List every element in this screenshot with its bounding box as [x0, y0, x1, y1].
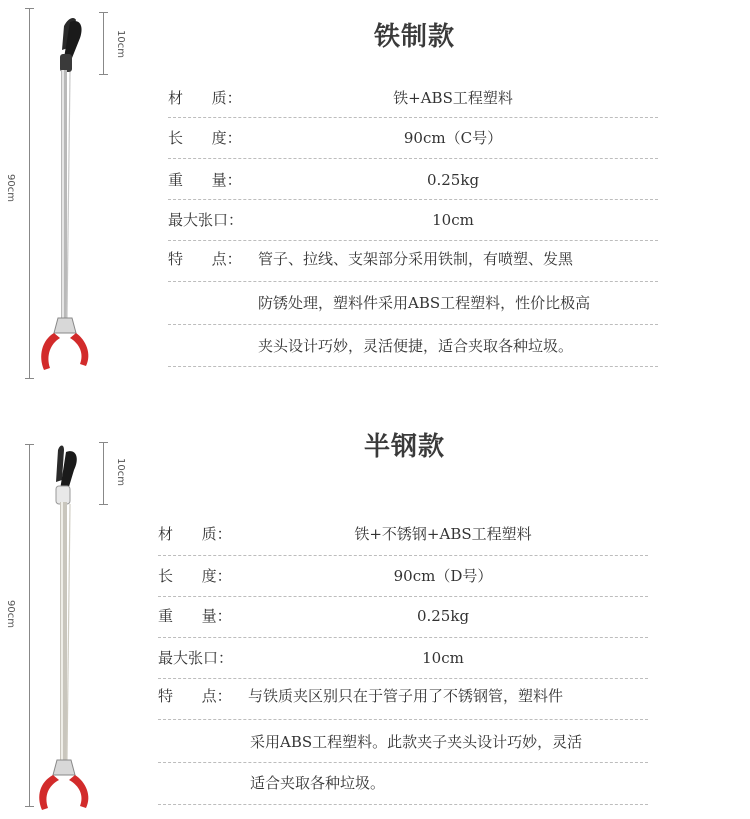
spec-row-weight — [168, 160, 658, 200]
spec-value: 10cm — [432, 211, 474, 229]
feature-line: 与铁质夹区别只在于管子用了不锈钢管，塑料件 — [248, 687, 564, 705]
feature-row — [168, 326, 658, 366]
spec-row-weight — [158, 596, 648, 636]
feature-line: 适合夹取各种垃圾。 — [250, 774, 386, 792]
divider — [168, 366, 658, 367]
grabber-tool-image — [24, 440, 94, 815]
spec-row-material — [158, 514, 648, 554]
spec-row-length — [158, 556, 648, 596]
spec-row-max-opening — [158, 638, 648, 678]
spec-label: 特 点： — [158, 687, 232, 705]
product-title: 半钢款 — [364, 432, 446, 462]
spec-label: 最大张口： — [158, 649, 234, 667]
dimension-10cm-label: 10cm — [115, 30, 126, 58]
spec-value: 90cm（C号） — [403, 129, 503, 147]
spec-label: 重 量： — [168, 171, 242, 189]
divider — [168, 281, 658, 282]
dimension-90cm-label: 90cm — [5, 174, 16, 202]
spec-value: 铁+不锈钢+ABS工程塑料 — [354, 525, 532, 543]
divider — [158, 804, 648, 805]
spec-label: 材 质： — [158, 525, 232, 543]
feature-line: 采用ABS工程塑料。此款夹子夹头设计巧妙，灵活 — [250, 733, 583, 751]
spec-row-length — [168, 118, 658, 158]
spec-row-features — [158, 676, 648, 716]
spec-value: 10cm — [422, 649, 464, 667]
grabber-tool-image — [24, 8, 94, 383]
spec-label: 重 量： — [158, 607, 232, 625]
divider — [168, 324, 658, 325]
dimension-10cm-label: 10cm — [115, 458, 126, 486]
divider — [158, 719, 648, 720]
spec-row-features — [168, 239, 658, 279]
spec-label: 材 质： — [168, 89, 242, 107]
feature-row — [158, 722, 648, 762]
feature-row — [168, 283, 658, 323]
product-title: 铁制款 — [374, 22, 456, 52]
product-section-half-steel — [0, 420, 750, 819]
dimension-90cm-label: 90cm — [5, 600, 16, 628]
spec-label: 特 点： — [168, 250, 242, 268]
spec-row-max-opening — [168, 200, 658, 240]
feature-line: 夹头设计巧妙，灵活便捷，适合夹取各种垃圾。 — [258, 337, 574, 355]
spec-value: 0.25kg — [426, 171, 480, 189]
spec-value: 0.25kg — [416, 607, 470, 625]
feature-line: 管子、拉线、支架部分采用铁制，有喷塑、发黑 — [258, 250, 574, 268]
feature-row — [158, 763, 648, 803]
spec-label: 最大张口： — [168, 211, 244, 229]
spec-label: 长 度： — [168, 129, 242, 147]
divider — [168, 158, 658, 159]
product-section-iron — [0, 0, 750, 400]
spec-value: 90cm（D号） — [393, 567, 493, 585]
spec-label: 长 度： — [158, 567, 232, 585]
feature-line: 防锈处理，塑料件采用ABS工程塑料，性价比极高 — [258, 294, 591, 312]
spec-row-material — [168, 78, 658, 118]
spec-value: 铁+ABS工程塑料 — [393, 89, 513, 107]
